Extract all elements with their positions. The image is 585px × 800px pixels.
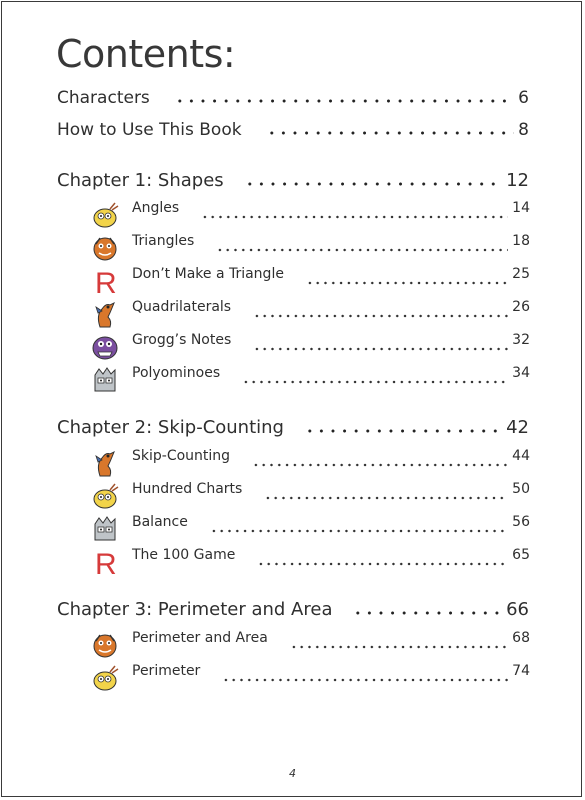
chapter-page: 12 — [506, 170, 529, 191]
item-label: Perimeter and Area — [132, 630, 268, 646]
toc-item-skip-counting[interactable] — [90, 448, 530, 478]
item-label: Triangles — [132, 233, 195, 249]
toc-entry-characters[interactable] — [57, 88, 529, 108]
chapter-page: 66 — [506, 599, 529, 620]
leader-dots — [174, 90, 514, 107]
item-label: Quadrilaterals — [132, 299, 232, 315]
chapter-label: Chapter 1: Shapes — [57, 170, 224, 191]
item-page: 25 — [512, 266, 530, 282]
leader-dots — [252, 456, 508, 470]
toc-item-polyominoes[interactable] — [90, 365, 530, 395]
leader-dots — [266, 122, 515, 139]
purple-grogg-icon — [90, 332, 120, 362]
leader-dots — [253, 307, 508, 321]
item-page: 50 — [512, 481, 530, 497]
toc-item-quadrilaterals[interactable] — [90, 299, 530, 329]
red-r-letter-icon — [90, 266, 120, 296]
item-page: 32 — [512, 332, 530, 348]
toc-entry-page: 8 — [518, 120, 529, 140]
toc-chapter-2[interactable] — [57, 417, 529, 438]
item-label: Hundred Charts — [132, 481, 243, 497]
dragon-creature-icon — [90, 448, 120, 478]
leader-dots — [201, 208, 508, 222]
toc-item-perimeter[interactable] — [90, 663, 530, 693]
item-page: 74 — [512, 663, 530, 679]
toc-item-hundred-charts[interactable] — [90, 481, 530, 511]
leader-dots — [253, 340, 508, 354]
item-page: 68 — [512, 630, 530, 646]
item-page: 56 — [512, 514, 530, 530]
chapter-label: Chapter 3: Perimeter and Area — [57, 599, 333, 620]
item-label: Perimeter — [132, 663, 201, 679]
item-label: Balance — [132, 514, 188, 530]
toc-chapter-3[interactable] — [57, 599, 529, 620]
toc-item-the-100-game[interactable] — [90, 547, 530, 577]
svg-text:R: R — [95, 548, 117, 577]
item-page: 44 — [512, 448, 530, 464]
toc-entry-how-to-use[interactable] — [57, 120, 529, 140]
leader-dots — [264, 489, 508, 503]
toc-item-groggs-notes[interactable] — [90, 332, 530, 362]
item-page: 34 — [512, 365, 530, 381]
leader-dots — [244, 172, 502, 190]
item-label: Don’t Make a Triangle — [132, 266, 284, 282]
toc-item-triangles[interactable] — [90, 233, 530, 263]
page-number: 4 — [289, 767, 296, 780]
item-page: 26 — [512, 299, 530, 315]
leader-dots — [352, 601, 502, 619]
page-title: Contents: — [56, 32, 236, 76]
grey-robot-creature-icon — [90, 365, 120, 395]
item-label: Polyominoes — [132, 365, 221, 381]
yellow-creature-icon — [90, 663, 120, 693]
orange-monster-icon — [90, 630, 120, 660]
leader-dots — [306, 274, 508, 288]
item-page: 14 — [512, 200, 530, 216]
leader-dots — [222, 671, 508, 685]
yellow-creature-icon — [90, 481, 120, 511]
toc-item-dont-make-a-triangle[interactable] — [90, 266, 530, 296]
leader-dots — [257, 555, 508, 569]
grey-robot-creature-icon — [90, 514, 120, 544]
toc-entry-page: 6 — [518, 88, 529, 108]
item-label: Skip-Counting — [132, 448, 231, 464]
chapter-label: Chapter 2: Skip-Counting — [57, 417, 284, 438]
leader-dots — [210, 522, 508, 536]
svg-text:R: R — [95, 267, 117, 296]
item-label: Angles — [132, 200, 180, 216]
yellow-creature-icon — [90, 200, 120, 230]
item-label: The 100 Game — [132, 547, 236, 563]
toc-entry-label: How to Use This Book — [57, 120, 242, 140]
red-r-letter-icon — [90, 547, 120, 577]
dragon-creature-icon — [90, 299, 120, 329]
leader-dots — [242, 373, 508, 387]
chapter-page: 42 — [506, 417, 529, 438]
toc-entry-label: Characters — [57, 88, 150, 108]
item-label: Grogg’s Notes — [132, 332, 232, 348]
leader-dots — [304, 419, 502, 437]
toc-item-angles[interactable] — [90, 200, 530, 230]
item-page: 18 — [512, 233, 530, 249]
orange-monster-icon — [90, 233, 120, 263]
item-page: 65 — [512, 547, 530, 563]
toc-item-perimeter-and-area[interactable] — [90, 630, 530, 660]
leader-dots — [290, 638, 508, 652]
toc-item-balance[interactable] — [90, 514, 530, 544]
toc-chapter-1[interactable] — [57, 170, 529, 191]
leader-dots — [216, 241, 508, 255]
